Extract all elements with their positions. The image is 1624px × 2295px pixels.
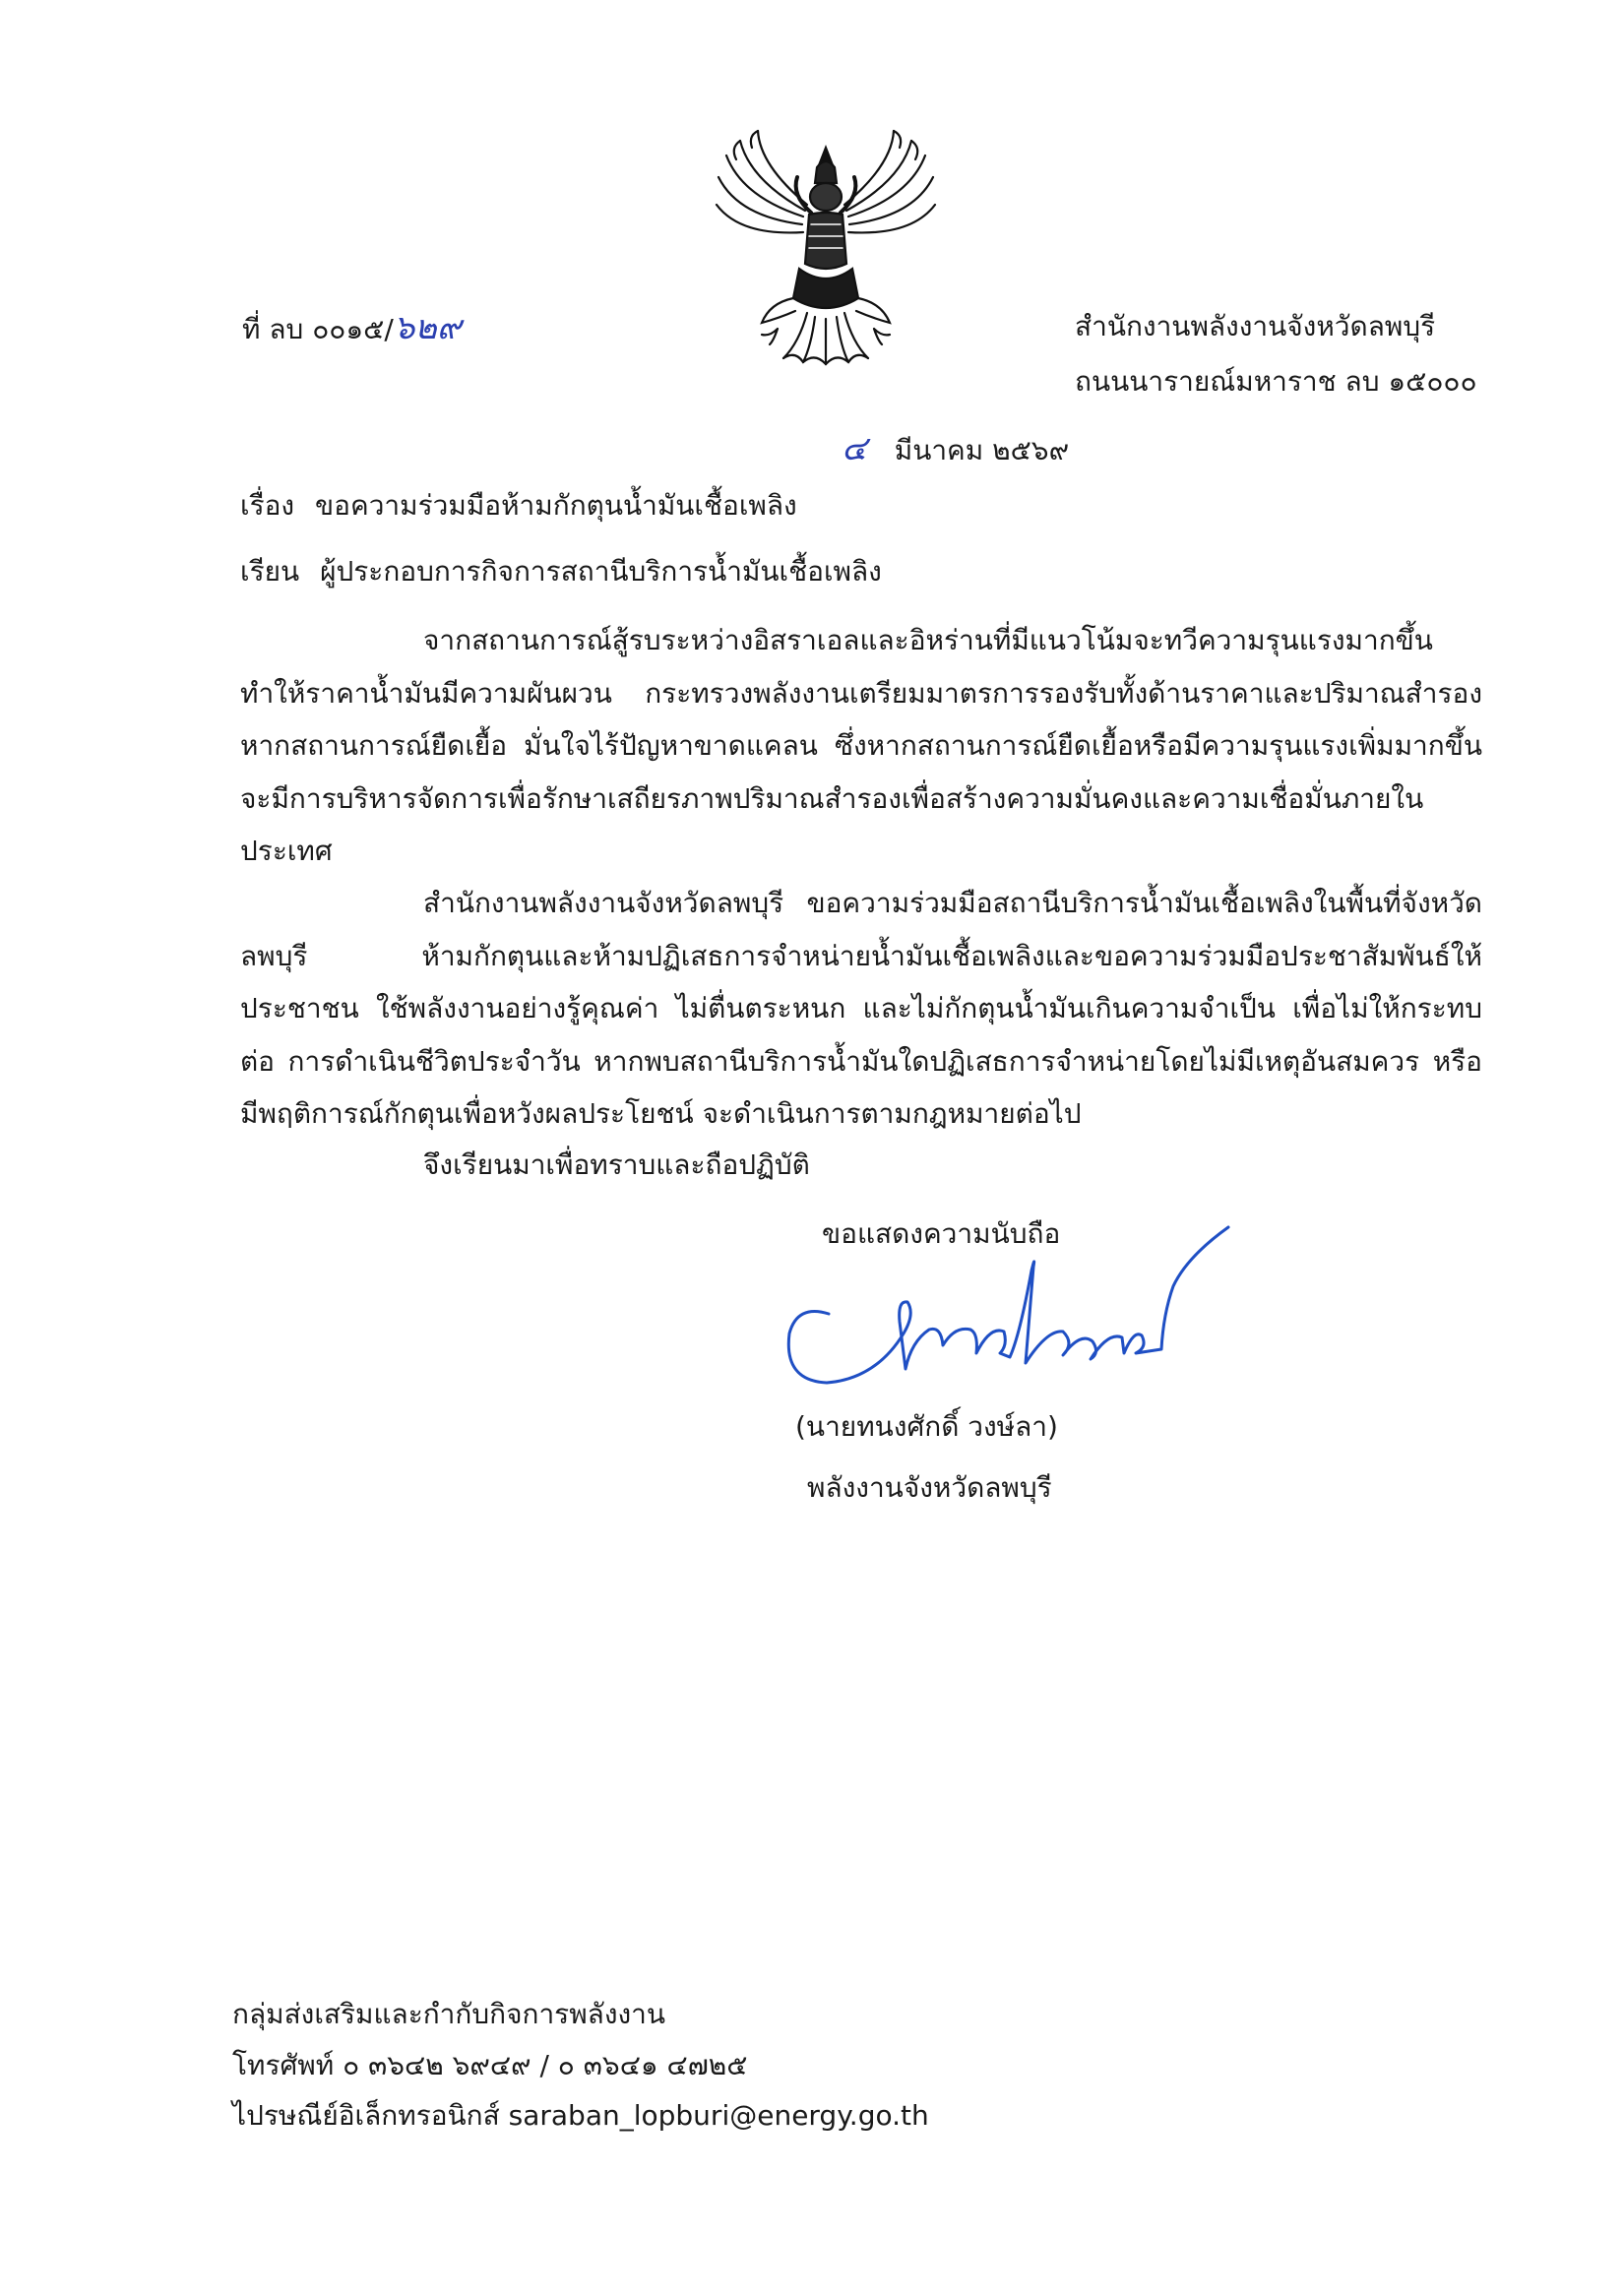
date-day-handwritten: ๔ [842, 429, 867, 468]
footer-phone: โทรศัพท์ ๐ ๓๖๔๒ ๖๙๔๙ / ๐ ๓๖๔๑ ๔๗๒๕ [232, 2048, 748, 2081]
recipient-line [240, 555, 882, 589]
signer-position: พลังงานจังหวัดลพบุรี [807, 1471, 1052, 1504]
subject-label: เรื่อง [240, 489, 295, 522]
body-paragraph-1-text: จากสถานการณ์สู้รบระหว่างอิสราเอลและอิหร่านที่มีแนวโน้มจะทวีความรุนแรงมากขึ้น ทำให้ราคาน้ำมันมีความผันผวน กระทรวงพลังงานเตรียมมาตรการรองรับทั้งด้านราคาและปริมาณสำรอง หากสถานการณ์ยืดเยื้อ มั่นใจไร้ปัญหาขาดแคลน ซึ่งหากสถานการณ์ยืดเยื้อหรือมีความรุนแรงเพิ่มมากขึ้น จะมีการบริหารจัดการเพื่อรักษาเสถียรภาพปริมาณสำรองเพื่อสร้างความมั่นคงและความเชื่อมั่นภายในประเทศ [240, 624, 1482, 867]
handwritten-signature [768, 1215, 1240, 1397]
office-address-block [1075, 310, 1477, 419]
reference-prefix: ที่ ลบ ๐๐๑๕/ [242, 313, 394, 345]
letter-footer [232, 1998, 929, 2150]
body-paragraph-2 [240, 877, 1482, 1141]
body-paragraph-1 [240, 614, 1482, 878]
subject-text: ขอความร่วมมือห้ามกักตุนน้ำมันเชื้อเพลิง [315, 489, 797, 522]
recipient-text: ผู้ประกอบการกิจการสถานีบริการน้ำมันเชื้อเพลิง [320, 555, 882, 588]
reference-number [242, 300, 462, 353]
footer-department: กลุ่มส่งเสริมและกำกับกิจการพลังงาน [232, 1998, 666, 2030]
reference-handwritten-number: ๖๒๙ [393, 308, 462, 347]
subject-line [240, 489, 797, 523]
letter-date [842, 421, 1069, 474]
closing-line: จึงเรียนมาเพื่อทราบและถือปฏิบัติ [423, 1148, 810, 1181]
signer-name: (นายทนงศักดิ์ วงษ์ลา) [795, 1410, 1058, 1443]
office-name: สำนักงานพลังงานจังหวัดลพบุรี [1075, 310, 1436, 342]
office-address: ถนนนารายณ์มหาราช ลบ ๑๕๐๐๐ [1075, 364, 1477, 398]
date-month-year: มีนาคม ๒๕๖๙ [894, 434, 1070, 466]
recipient-label: เรียน [240, 555, 300, 588]
body-paragraph-2-text: สำนักงานพลังงานจังหวัดลพบุรี ขอความร่วมมือสถานีบริการน้ำมันเชื้อเพลิงในพื้นที่จังหวัดลพบุรี ห้ามกักตุนและห้ามปฏิเสธการจำหน่ายน้ำมันเชื้อเพลิงและขอความร่วมมือประชาสัมพันธ์ให้ประชาชน ใช้พลังงานอย่างรู้คุณค่า ไม่ตื่นตระหนก และไม่กักตุนน้ำมันเกินความจำเป็น เพื่อไม่ให้กระทบต่อ การดำเนินชีวิตประจำวัน หากพบสถานีบริการน้ำมันใดปฏิเสธการจำหน่ายโดยไม่มีเหตุอันสมควร หรือมีพฤติการณ์กักตุนเพื่อหวังผลประโยชน์ จะดำเนินการตามกฎหมายต่อไป [240, 887, 1482, 1130]
footer-email: ไปรษณีย์อิเล็กทรอนิกส์ saraban_lopburi@energy.go.th [232, 2099, 929, 2133]
garuda-emblem-icon [701, 126, 951, 366]
complimentary-close: ขอแสดงความนับถือ [822, 1217, 1061, 1250]
